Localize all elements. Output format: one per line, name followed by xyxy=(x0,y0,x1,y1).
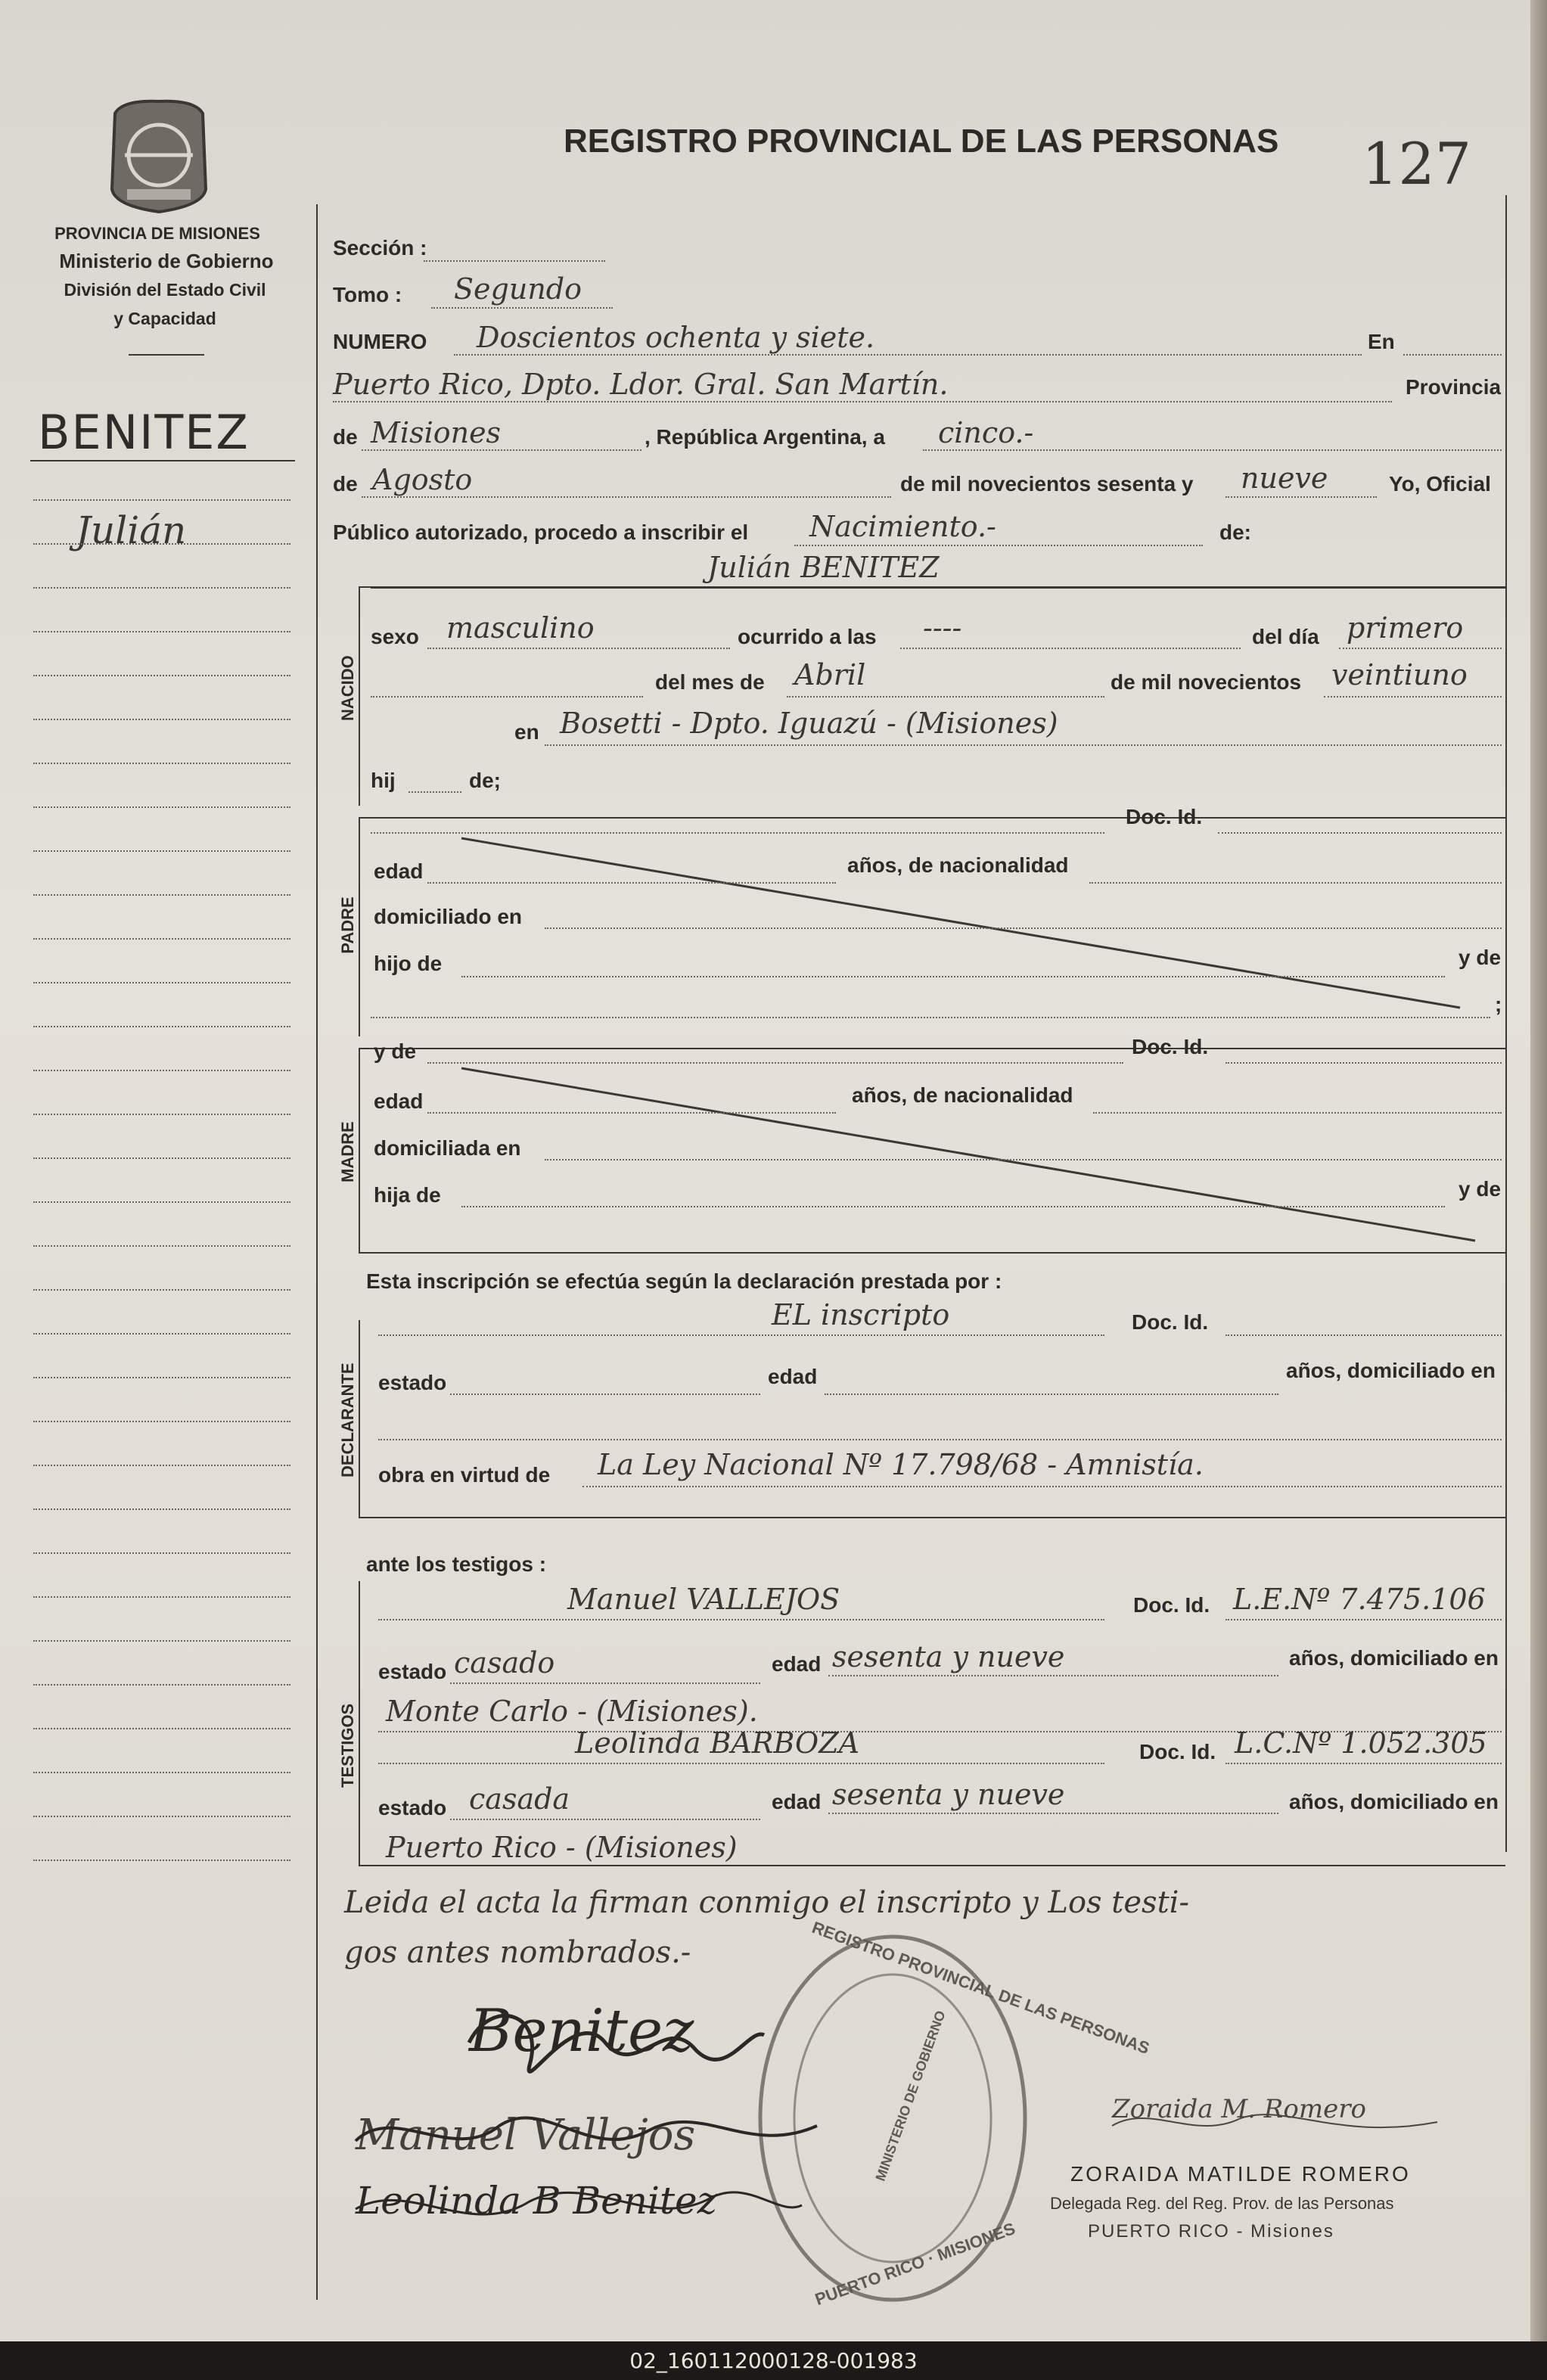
field-declarante: EL inscripto xyxy=(772,1298,950,1331)
field-testigo2: Leolinda BARBOZA xyxy=(575,1726,860,1760)
margin-ruled-line xyxy=(33,675,290,676)
label-doc-id-padre: Doc. Id. xyxy=(1126,805,1203,828)
label-tomo: Tomo : xyxy=(333,283,402,306)
label-hijo-de: hijo de xyxy=(374,952,443,975)
closing-line-1: Leida el acta la firman conmigo el inscripto y Los testi- xyxy=(344,1885,1189,1920)
label-estado-declarante: estado xyxy=(378,1371,447,1394)
label-ante: ante los testigos : xyxy=(366,1552,547,1576)
field-doc1: L.E.Nº 7.475.106 xyxy=(1233,1583,1486,1616)
label-y-de2: y de xyxy=(374,1039,417,1063)
margin-surname: BENITEZ xyxy=(38,405,250,460)
margin-ruled-line xyxy=(33,1026,290,1027)
field-anio: nueve xyxy=(1241,461,1328,495)
margin-ruled-line xyxy=(33,719,290,720)
field-mes-inscripcion: Agosto xyxy=(372,463,473,496)
stamp-text-bottom: PUERTO RICO · MISIONES xyxy=(812,2218,1018,2310)
label-de: de xyxy=(333,425,358,449)
field-domicilio2: Puerto Rico - (Misiones) xyxy=(386,1831,738,1864)
label-inscripcion: Esta inscripción se efectúa según la declaración prestada por : xyxy=(366,1269,1002,1293)
field-hora: ---- xyxy=(923,611,962,645)
label-de2: de xyxy=(333,472,358,496)
label-anios-nac-madre: años, de nacionalidad xyxy=(852,1083,1073,1107)
field-doc2: L.C.Nº 1.052.305 xyxy=(1235,1726,1487,1760)
label-sexo: sexo xyxy=(371,625,419,648)
field-nombre: Julián BENITEZ xyxy=(707,551,940,584)
label-domiciliado-padre: domiciliado en xyxy=(374,905,523,928)
margin-ruled-line xyxy=(33,631,290,632)
field-domicilio1: Monte Carlo - (Misiones). xyxy=(386,1695,758,1728)
stamp-text-top: REGISTRO PROVINCIAL DE LAS PERSONAS xyxy=(809,1917,1152,2058)
field-estado1: casado xyxy=(454,1646,555,1679)
field-dia: primero xyxy=(1347,611,1464,645)
label-y-de-madre: y de xyxy=(1458,1177,1502,1201)
label-doc-id-testigo2: Doc. Id. xyxy=(1139,1740,1216,1763)
side-label-madre: MADRE xyxy=(338,1121,357,1182)
label-edad-testigo1: edad xyxy=(772,1652,822,1676)
margin-ruled-line xyxy=(33,1684,290,1686)
label-de-colon: de: xyxy=(1219,520,1251,544)
field-acto: Nacimiento.- xyxy=(809,510,996,543)
signature-benitez: Benitez xyxy=(469,1997,694,2065)
margin-ruled-line xyxy=(33,543,290,545)
label-edad-testigo2: edad xyxy=(772,1790,822,1813)
org-ministry: Ministerio de Gobierno xyxy=(59,250,274,272)
org-capacity: y Capacidad xyxy=(113,309,216,328)
label-del-dia: del día xyxy=(1252,625,1319,648)
stamp-text-inner: MINISTERIO DE GOBIERNO xyxy=(872,2009,949,2183)
field-lugar: Puerto Rico, Dpto. Ldor. Gral. San Martín. xyxy=(333,368,949,401)
margin-ruled-line xyxy=(33,1245,290,1247)
margin-ruled-line xyxy=(33,1421,290,1422)
label-en2: en xyxy=(514,720,539,744)
label-en: En xyxy=(1368,330,1395,353)
margin-ruled-line xyxy=(33,1201,290,1203)
margin-ruled-line xyxy=(33,1728,290,1729)
side-label-padre: PADRE xyxy=(338,896,357,954)
side-label-nacido: NACIDO xyxy=(338,655,357,721)
officer-title: Delegada Reg. del Reg. Prov. de las Personas xyxy=(1050,2194,1394,2213)
label-anios-nac-padre: años, de nacionalidad xyxy=(847,853,1069,877)
signature-vallejos: Manuel Vallejos xyxy=(356,2111,696,2160)
document-title: REGISTRO PROVINCIAL DE LAS PERSONAS xyxy=(564,123,1279,160)
label-doc-id-madre: Doc. Id. xyxy=(1132,1035,1209,1058)
field-tomo: Segundo xyxy=(454,272,582,306)
label-seccion: Sección : xyxy=(333,236,427,259)
page-number: 127 xyxy=(1362,130,1472,197)
org-division: División del Estado Civil xyxy=(64,280,266,300)
margin-ruled-line xyxy=(33,894,290,896)
margin-given-name: Julián xyxy=(76,508,187,552)
margin-ruled-line xyxy=(33,1465,290,1466)
label-obra: obra en virtud de xyxy=(378,1463,551,1487)
field-provincia: Misiones xyxy=(371,416,502,449)
footer-id: 02_160112000128-001983 xyxy=(0,2341,1547,2380)
margin-ruled-line xyxy=(33,1860,290,1861)
margin-ruled-line xyxy=(33,1289,290,1291)
signature-barboza: Leolinda B Benitez xyxy=(356,2179,717,2223)
field-ley: La Ley Nacional Nº 17.798/68 - Amnistía. xyxy=(598,1448,1204,1481)
margin-ruled-line xyxy=(33,1816,290,1817)
label-doc-id-testigo1: Doc. Id. xyxy=(1133,1593,1210,1617)
margin-ruled-line xyxy=(33,1333,290,1334)
label-y-de-padre: y de xyxy=(1458,946,1502,969)
label-anios-dom-declarante: años, domiciliado en xyxy=(1286,1359,1496,1382)
coat-of-arms-icon xyxy=(112,101,206,212)
margin-ruled-line xyxy=(33,982,290,983)
label-republica: , República Argentina, a xyxy=(645,425,885,449)
field-edad1: sesenta y nueve xyxy=(832,1640,1065,1673)
field-mes: Abril xyxy=(794,658,866,691)
field-sexo: masculino xyxy=(446,611,595,645)
field-testigo1: Manuel VALLEJOS xyxy=(567,1583,840,1616)
label-edad-madre: edad xyxy=(374,1089,424,1113)
margin-ruled-line xyxy=(33,763,290,764)
officer-place: PUERTO RICO - Misiones xyxy=(1088,2221,1334,2242)
label-publico: Público autorizado, procedo a inscribir el xyxy=(333,520,749,544)
label-edad-padre: edad xyxy=(374,859,424,883)
margin-ruled-line xyxy=(33,806,290,808)
label-ocurrido: ocurrido a las xyxy=(738,625,877,648)
margin-ruled-line xyxy=(33,1596,290,1598)
margin-ruled-line xyxy=(33,1377,290,1378)
label-doc-id-declarante: Doc. Id. xyxy=(1132,1310,1209,1334)
margin-ruled-line xyxy=(33,938,290,940)
margin-ruled-line xyxy=(33,1070,290,1071)
officer-name: ZORAIDA MATILDE ROMERO xyxy=(1070,2162,1411,2186)
margin-ruled-line xyxy=(33,1114,290,1115)
margin-ruled-line xyxy=(33,1508,290,1510)
field-estado2: casada xyxy=(469,1782,570,1816)
label-yo-oficial: Yo, Oficial xyxy=(1389,472,1491,496)
label-estado-testigo1: estado xyxy=(378,1660,447,1683)
margin-ruled-line xyxy=(33,850,290,852)
margin-ruled-line xyxy=(33,499,290,501)
label-de-mil: de mil novecientos sesenta y xyxy=(900,472,1194,496)
margin-ruled-line xyxy=(33,1157,290,1159)
label-estado-testigo2: estado xyxy=(378,1796,447,1819)
field-numero: Doscientos ochenta y siete. xyxy=(477,321,875,354)
label-semicolon: ; xyxy=(1495,993,1502,1016)
label-numero: NUMERO xyxy=(333,330,427,353)
label-provincia: Provincia xyxy=(1406,375,1502,399)
label-hij: hij xyxy=(371,769,396,792)
margin-ruled-line xyxy=(33,587,290,589)
signature-romero: Zoraida M. Romero xyxy=(1112,2094,1366,2124)
label-de-mil2: de mil novecientos xyxy=(1111,670,1302,694)
field-edad2: sesenta y nueve xyxy=(832,1778,1065,1811)
closing-line-2: gos antes nombrados.- xyxy=(344,1935,691,1970)
label-anios-dom-testigo1: años, domiciliado en xyxy=(1289,1646,1499,1670)
label-domiciliada: domiciliada en xyxy=(374,1136,521,1160)
field-dia-inscripcion: cinco.- xyxy=(938,416,1034,449)
label-hija-de: hija de xyxy=(374,1183,441,1207)
margin-ruled-line xyxy=(33,1772,290,1773)
margin-ruled-line xyxy=(33,1640,290,1642)
field-lugar-nac: Bosetti - Dpto. Iguazú - (Misiones) xyxy=(560,707,1058,740)
label-del-mes: del mes de xyxy=(655,670,765,694)
margin-ruled-line xyxy=(33,1552,290,1554)
side-label-declarante: DECLARANTE xyxy=(338,1362,357,1477)
org-province: PROVINCIA DE MISIONES xyxy=(54,224,260,243)
label-anios-dom-testigo2: años, domiciliado en xyxy=(1289,1790,1499,1813)
label-edad-declarante: edad xyxy=(768,1365,818,1388)
side-label-testigos: TESTIGOS xyxy=(338,1703,357,1788)
field-anio-nac: veintiuno xyxy=(1331,658,1468,691)
label-de3: de; xyxy=(469,769,501,792)
